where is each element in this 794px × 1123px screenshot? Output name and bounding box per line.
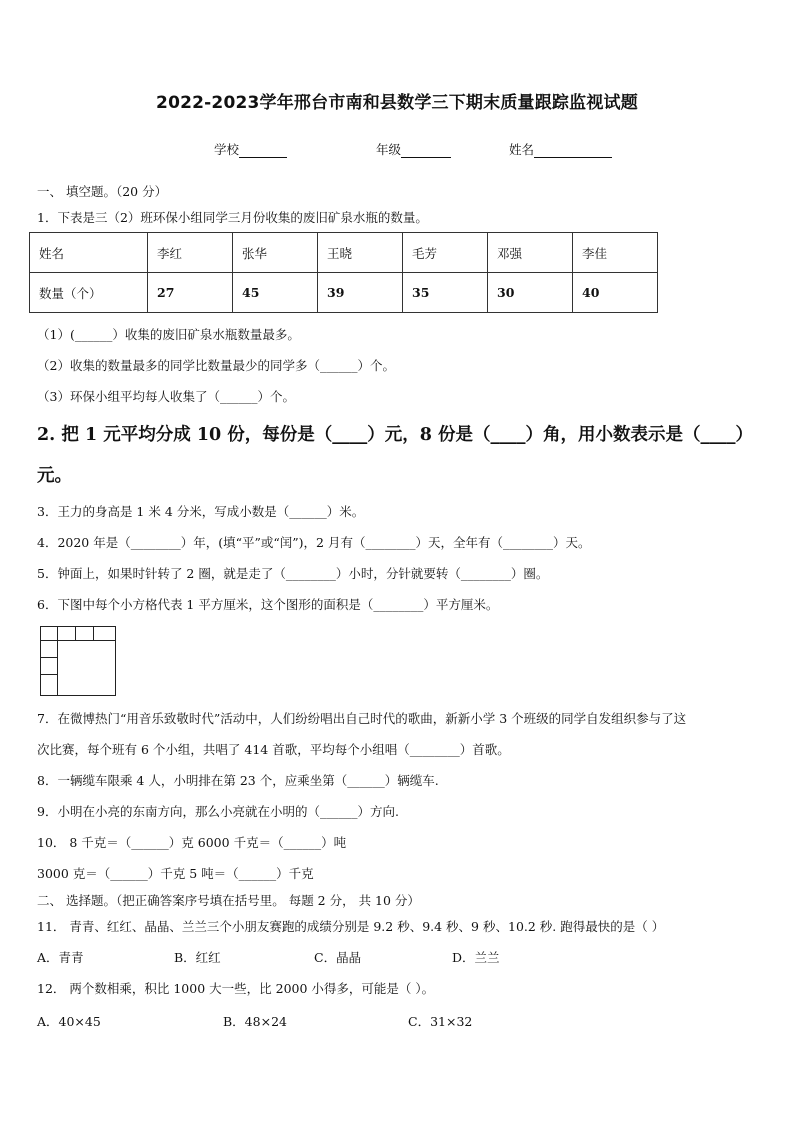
grid-line <box>57 627 58 695</box>
table-row <box>30 273 658 313</box>
table-cell: 李佳 <box>573 233 658 273</box>
q1-sub1: （1）(______）收集的废旧矿泉水瓶数量最多。 <box>37 327 300 342</box>
grid-line <box>41 640 115 641</box>
section2-heading: 二、 选择题。（把正确答案序号填在括号里。 每题 2 分， 共 10 分） <box>37 893 420 908</box>
grid-line <box>93 627 94 641</box>
q8: 8．一辆缆车限乘 4 人，小明排在第 23 个，应乘坐第（______）辆缆车. <box>37 773 439 788</box>
table-cell: 45 <box>233 273 318 313</box>
school-label: 学校 <box>214 142 240 157</box>
q10-line1: 10． 8 千克＝（______）克 6000 千克＝（______）吨 <box>37 835 347 850</box>
q11-stem: 11． 青青、红红、晶晶、兰兰三个小朋友赛跑的成绩分别是 9.2 秒、9.4 秒、9 秒、10.2 秒. 跑得最快的是（ ） <box>37 919 665 934</box>
q1-stem: 1．下表是三（2）班环保小组同学三月份收集的废旧矿泉水瓶的数量。 <box>37 210 428 225</box>
q12-stem: 12． 两个数相乘，积比 1000 大一些，比 2000 小得多，可能是（ ）。 <box>37 981 435 996</box>
q4: 4．2020 年是（________）年，(填“平”或“闰”)，2 月有（________）天，全年有（________）天。 <box>37 535 591 550</box>
name-field <box>509 140 612 158</box>
q12-option-c[interactable]: C．31×32 <box>408 1014 473 1029</box>
q11-option-c[interactable]: C．晶晶 <box>314 950 362 965</box>
table-row <box>30 233 658 273</box>
q11-option-a[interactable]: A．青青 <box>37 950 84 965</box>
grade-blank <box>401 144 451 158</box>
q2-line1: 2. 把 1 元平均分成 10 份，每份是（____）元，8 份是（____）角，用小数表示是（____） <box>37 425 754 445</box>
q6: 6．下图中每个小方格代表 1 平方厘米，这个图形的面积是（________）平方厘米。 <box>37 597 499 612</box>
table-cell: 35 <box>403 273 488 313</box>
q1-sub3: （3）环保小组平均每人收集了（______）个。 <box>37 389 295 404</box>
q2-line2: 元。 <box>37 466 72 486</box>
table-header-cell: 数量（个） <box>30 273 148 313</box>
bottle-count-table <box>29 232 658 313</box>
q11-option-b[interactable]: B．红红 <box>174 950 221 965</box>
school-blank <box>239 144 287 158</box>
q11-option-d[interactable]: D．兰兰 <box>452 950 500 965</box>
table-header-cell: 姓名 <box>30 233 148 273</box>
grade-field <box>376 140 451 158</box>
table-cell: 邓强 <box>488 233 573 273</box>
name-label: 姓名 <box>509 142 535 157</box>
table-cell: 39 <box>318 273 403 313</box>
exam-title: 2022-2023学年邢台市南和县数学三下期末质量跟踪监视试题 <box>156 93 638 113</box>
q11-options <box>37 948 500 966</box>
name-blank <box>534 144 612 158</box>
q7-line1: 7．在微博热门“用音乐致敬时代”活动中，人们纷纷唱出自己时代的歌曲，新新小学 3 个班级的同学自发组织参与了这 <box>37 711 687 726</box>
q5: 5．钟面上，如果时针转了 2 圈，就是走了（________）小时，分针就要转（________）圈。 <box>37 566 549 581</box>
school-field <box>214 140 287 158</box>
grid-line <box>41 657 57 658</box>
q10-line2: 3000 克＝（______）千克 5 吨＝（______）千克 <box>37 866 314 881</box>
q1-sub2: （2）收集的数量最多的同学比数量最少的同学多（______）个。 <box>37 358 395 373</box>
q12-options <box>37 1012 472 1030</box>
area-grid-figure <box>40 626 116 696</box>
table-cell: 李红 <box>148 233 233 273</box>
grade-label: 年级 <box>376 142 402 157</box>
table-cell: 张华 <box>233 233 318 273</box>
section1-heading: 一、 填空题。（20 分） <box>37 184 168 199</box>
q7-line2: 次比赛，每个班有 6 个小组，共唱了 414 首歌，平均每个小组唱（________）首歌。 <box>37 742 510 757</box>
grid-line <box>41 674 57 675</box>
table-cell: 27 <box>148 273 233 313</box>
table-cell: 30 <box>488 273 573 313</box>
q9: 9．小明在小亮的东南方向，那么小亮就在小明的（______）方向. <box>37 804 399 819</box>
q12-option-b[interactable]: B．48×24 <box>223 1014 287 1029</box>
q3: 3．王力的身高是 1 米 4 分米，写成小数是（______）米。 <box>37 504 365 519</box>
q12-option-a[interactable]: A．40×45 <box>37 1014 101 1029</box>
table-cell: 毛芳 <box>403 233 488 273</box>
table-cell: 王晓 <box>318 233 403 273</box>
table-cell: 40 <box>573 273 658 313</box>
grid-line <box>75 627 76 641</box>
